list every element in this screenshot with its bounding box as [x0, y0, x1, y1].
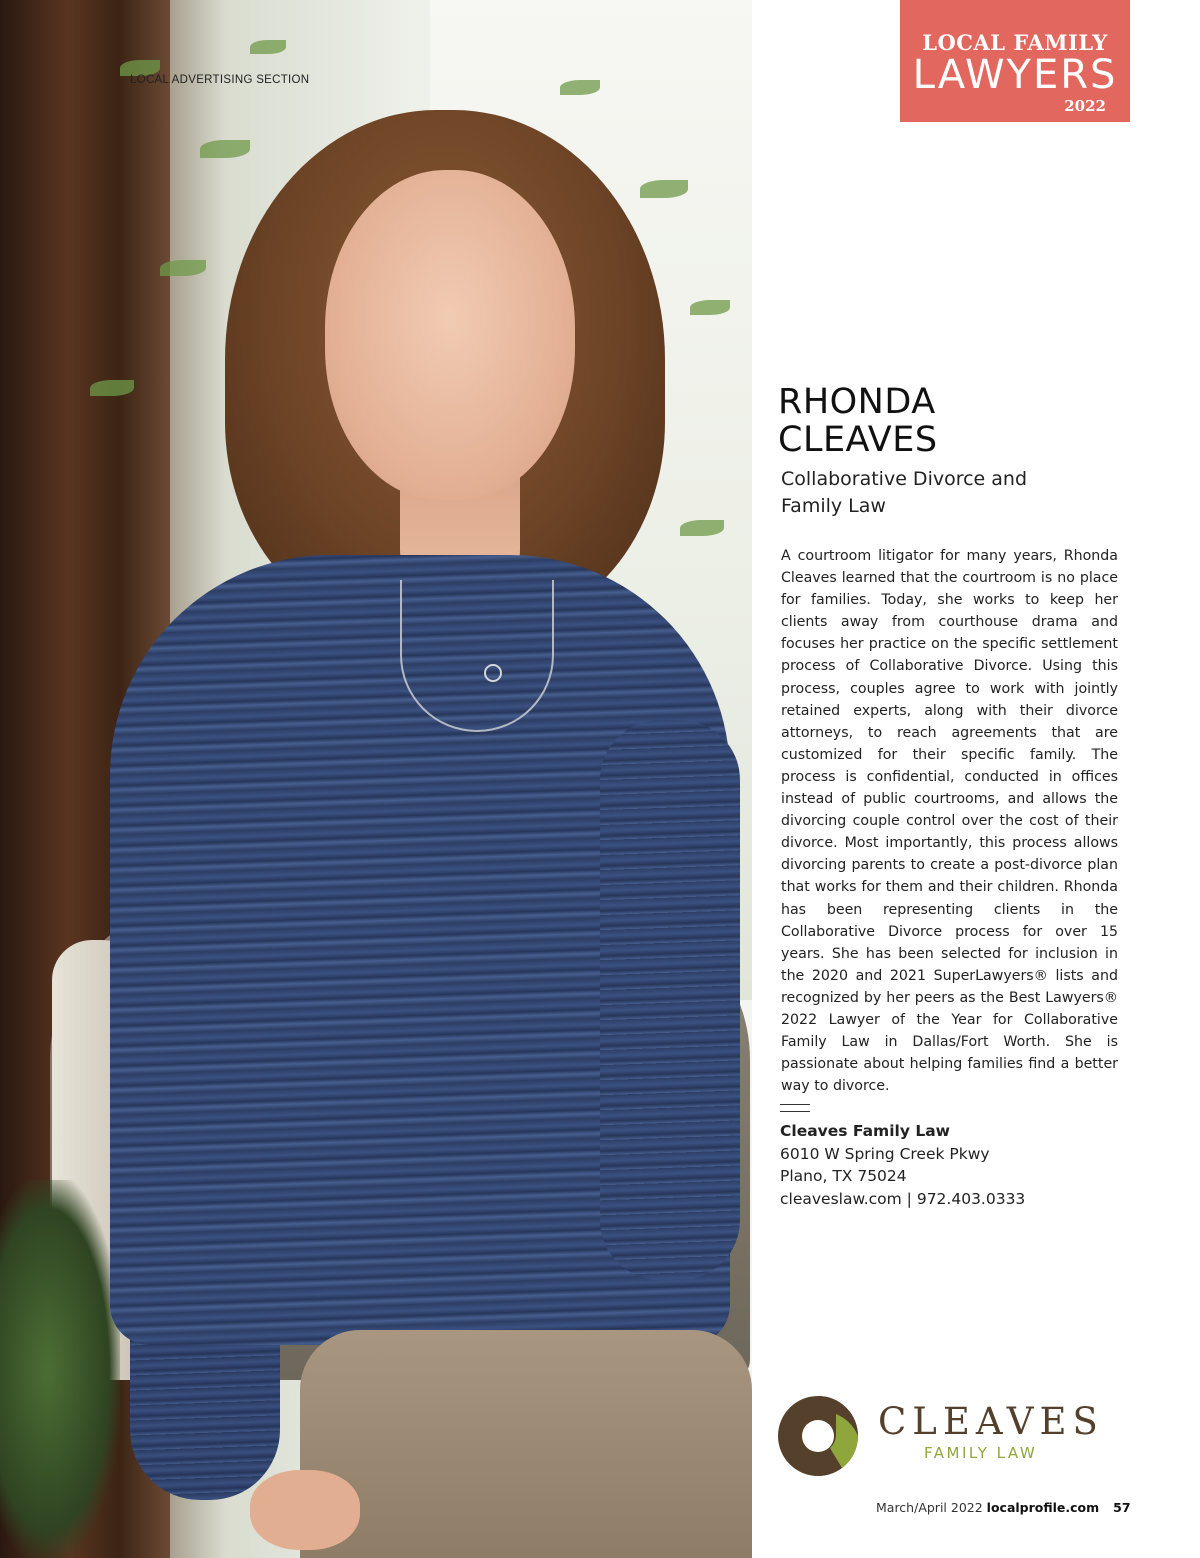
badge-line2: LAWYERS — [912, 52, 1118, 98]
logo-subtitle: FAMILY LAW — [924, 1444, 1038, 1462]
firm-name: Cleaves Family Law — [780, 1122, 950, 1140]
name-last: CLEAVES — [778, 420, 938, 460]
peace-pendant-icon — [484, 664, 502, 682]
separator: | — [901, 1189, 917, 1208]
cleaves-logo-icon — [778, 1396, 858, 1476]
local-family-lawyers-badge — [900, 0, 1130, 122]
contact-block — [780, 1120, 1025, 1210]
face — [325, 170, 575, 500]
phone-number[interactable]: 972.403.0333 — [916, 1189, 1026, 1208]
necklace — [400, 580, 554, 732]
website-link[interactable]: cleaveslaw.com — [780, 1189, 902, 1208]
web-phone-line — [780, 1188, 1025, 1211]
divider-rule — [780, 1104, 810, 1112]
site-name[interactable]: localprofile.com — [986, 1500, 1100, 1515]
practice-specialty: Collaborative Divorce and Family Law — [781, 468, 1028, 517]
address-line1: 6010 W Spring Creek Pkwy — [780, 1144, 990, 1163]
pants — [300, 1330, 752, 1558]
hand — [250, 1470, 360, 1550]
arm-right — [600, 720, 740, 1280]
floor-plant — [0, 1180, 120, 1558]
issue-date: March/April 2022 — [876, 1500, 983, 1515]
page-footer — [876, 1500, 1131, 1515]
address-line2: Plano, TX 75024 — [780, 1167, 907, 1185]
logo-wordmark: CLEAVES — [878, 1400, 1104, 1443]
badge-line1: LOCAL FAMILY — [922, 30, 1108, 55]
lawyer-name — [778, 383, 938, 459]
page-number: 57 — [1113, 1500, 1131, 1515]
name-first: RHONDA — [778, 382, 936, 422]
biography-text: A courtroom litigator for many years, Rhonda Cleaves learned that the courtroom is no place for families. Today, she works to keep her clients away from courthouse drama and focuses her practice on the specific settlement process of Collaborative Divorce. Using this process, couples agree to work with jointly retained experts, along with their divorce attorneys, to reach agreements that are customized for their specific family. The process is confidential, conducted in offices instead of public courtrooms, and allows the divorcing couple control over the cost of their divorce. Most importantly, this process allows divorcing parents to create a post-divorce plan that works for them and their children. Rhonda has been representing clients in the Collaborative Divorce process for over 15 years. She has been selected for inclusion in the 2020 and 2021 SuperLawyers® lists and recognized by her peers as the Best Lawyers® 2022 Lawyer of the Year for Collaborative Family Law in Dallas/Fort Worth. She is passionate about helping families find a better way to divorce. — [781, 548, 1118, 1095]
badge-year: 2022 — [1064, 97, 1106, 115]
section-overline: LOCAL ADVERTISING SECTION — [130, 74, 310, 86]
